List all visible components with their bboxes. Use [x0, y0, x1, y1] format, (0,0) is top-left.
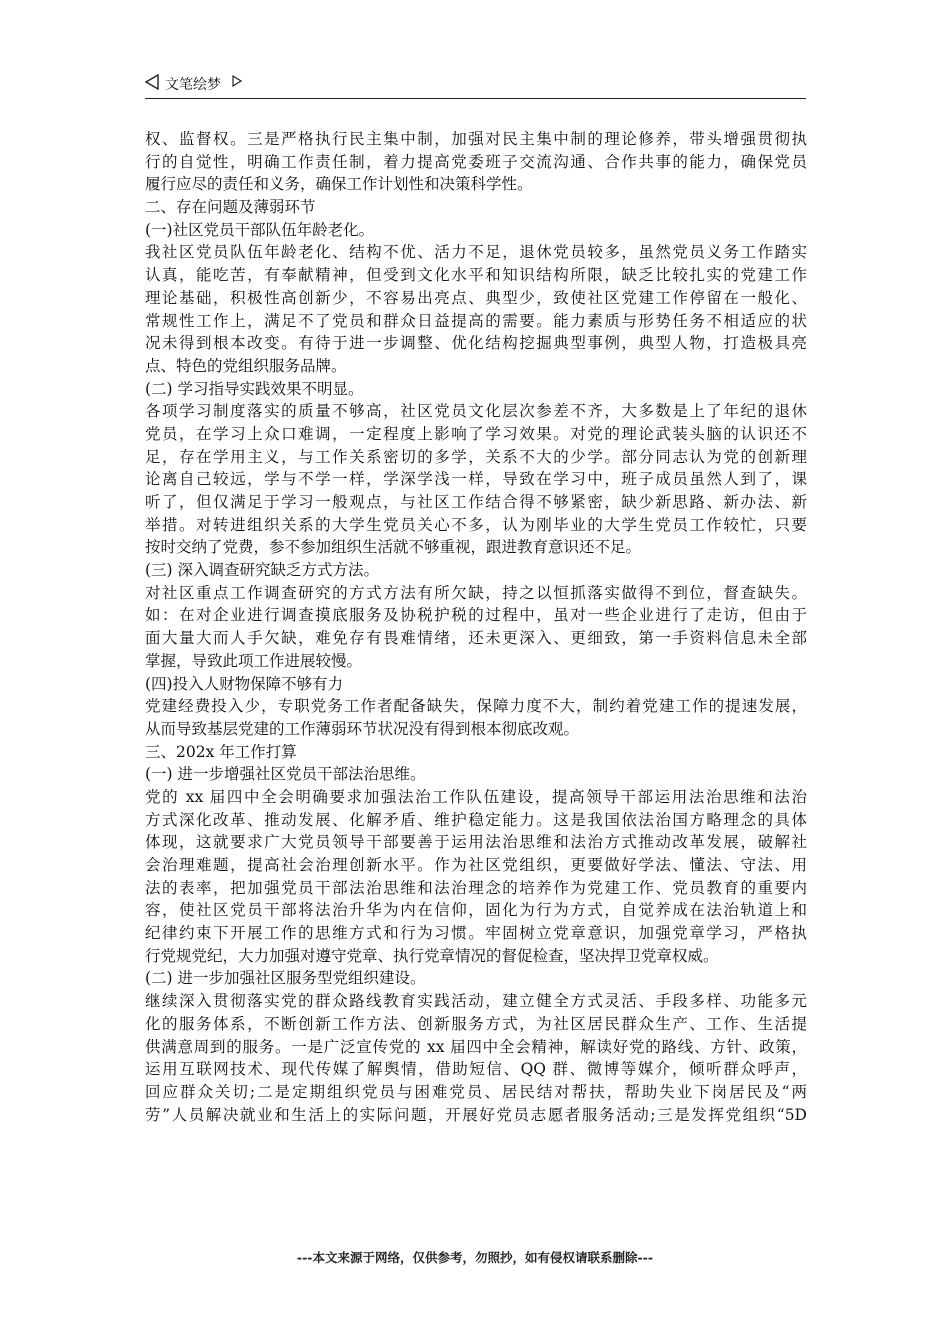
body-line: 论离自己较远，学与不学一样，学深学浅一样，导致在学习中，班子成员虽然人到了，课	[145, 470, 807, 489]
body-line: 认真，能吃苦，有奉献精神，但受到文化水平和知识结构所限，缺乏比较扎实的党建工作	[145, 266, 807, 285]
body-line: 况未得到根本改变。有待于进一步调整、优化结构挖掘典型事例，典型人物，打造极具亮	[145, 334, 807, 353]
body-line: 方式深化改革、推动发展、化解矛盾、维护稳定能力。这是我国依法治国方略理念的具体	[145, 810, 807, 829]
body-line: 继续深入贯彻落实党的群众路线教育实践活动，建立健全方式灵活、手段多样、功能多元	[145, 992, 807, 1011]
body-line: 会治理难题，提高社会治理创新水平。作为社区党组织，更要做好学法、懂法、守法、用	[145, 856, 807, 874]
body-line: 劳”人员解决就业和生活上的实际问题，开展好党员志愿者服务活动;三是发挥党组织“5D	[145, 1105, 807, 1124]
body-line: 举措。对转进组织关系的大学生党员关心不多，认为刚毕业的大学生党员工作较忙，只要	[145, 515, 807, 534]
body-line: (二) 学习指导实践效果不明显。	[145, 379, 364, 398]
body-line: 听了，但仅满足于学习一般观点，与社区工作结合得不够紧密，缺少新思路、新办法、新	[145, 493, 807, 511]
body-line: 如：在对企业进行调查摸底服务及协税护税的过程中，虽对一些企业进行了走访，但由于	[145, 606, 807, 625]
body-line: 我社区党员队伍年龄老化、结构不优、活力不足，退休党员较多，虽然党员义务工作踏实	[145, 243, 807, 262]
body-line: 运用互联网技术、现代传媒了解舆情，借助短信、QQ 群、微博等媒介，倾听群众呼声，	[145, 1060, 807, 1079]
body-line: (四)投入人财物保障不够有力	[145, 674, 344, 693]
body-line: (一)社区党员干部队伍年龄老化。	[145, 220, 375, 239]
body-line: 供满意周到的服务。一是广泛宣传党的 xx 届四中全会精神，解读好党的路线、方针、政策，	[145, 1037, 807, 1056]
body-line: 权、监督权。三是严格执行民主集中制，加强对民主集中制的理论修养，带头增强贯彻执	[145, 130, 807, 148]
brand-name: 文笔绘梦	[165, 77, 221, 93]
body-line: 掌握，导致此项工作进展较慢。	[145, 651, 363, 670]
body-line: (三) 深入调查研究缺乏方式方法。	[145, 561, 380, 580]
body-line: 理论基础，积极性高创新少，不容易出亮点、典型少，致使社区党建工作停留在一般化、	[145, 288, 807, 307]
body-line: 法的表率，把加强党员干部法治思维和法治理念的培养作为党建工作、党员教育的重要内	[145, 878, 807, 897]
body-line: 容，使社区党员干部将法治升华为内在信仰，固化为行为方式，自觉养成在法治轨道上和	[145, 901, 807, 920]
body-line: 回应群众关切;二是定期组织党员与困难党员、居民结对帮扶，帮助失业下岗居民及“两	[145, 1082, 807, 1101]
body-line: 按时交纳了党费，参不参加组织生活就不够重视，跟进教育意识还不足。	[145, 538, 642, 557]
triangle-left-icon	[145, 74, 159, 94]
body-line: 从而导致基层党建的工作薄弱环节状况没有得到根本彻底改观。	[145, 719, 580, 738]
body-line: 对社区重点工作调查研究的方式方法有所欠缺，持之以恒抓落实做得不到位，督查缺失。	[145, 583, 807, 602]
body-line: 履行应尽的责任和义务，确保工作计划性和决策科学性。	[145, 175, 533, 194]
body-line: 行党规党纪，大力加强对遵守党章、执行党章情况的督促检查，坚决捍卫党章权威。	[145, 946, 719, 965]
body-line: 党的 xx 届四中全会明确要求加强法治工作队伍建设，提高领导干部运用法治思维和法治	[145, 787, 807, 806]
body-line: 三、202x 年工作打算	[145, 742, 297, 761]
body-line: 面大量大而人手欠缺，难免存有畏难情绪，还未更深入、更细致，第一手资料信息未全部	[145, 629, 807, 648]
body-line: (一) 进一步增强社区党员干部法治思维。	[145, 765, 426, 784]
body-line: 党员，在学习上众口难调，一定程度上影响了学习效果。对党的理论武装头脑的认识还不	[145, 424, 807, 443]
body-line: 行的自觉性，明确工作责任制，着力提高党委班子交流沟通、合作共事的能力，确保党员	[145, 152, 807, 171]
document-body	[145, 128, 807, 1126]
triangle-right-icon	[232, 75, 242, 91]
body-line: 二、存在问题及薄弱环节	[145, 198, 316, 217]
body-line: 常规性工作上，满足不了党员和群众日益提高的需要。能力素质与形势任务不相适应的状	[145, 311, 807, 330]
page-header	[145, 72, 806, 99]
body-line: 足，存在学用主义，与工作关系密切的多学，关系不大的少学。部分同志认为党的创新理	[145, 447, 807, 466]
body-line: 化的服务体系，不断创新工作方法、创新服务方式，为社区居民群众生产、工作、生活提	[145, 1014, 807, 1033]
footer-notice: ---本文来源于网络，仅供参考，勿照抄，如有侵权请联系删除---	[296, 1250, 654, 1265]
body-line: 各项学习制度落实的质量不够高，社区党员文化层次参差不齐，大多数是上了年纪的退休	[145, 402, 807, 421]
body-line: 体现，这就要求广大党员领导干部要善于运用法治思维和法治方式推动改革发展，破解社	[145, 833, 807, 852]
body-line: 党建经费投入少，专职党务工作者配备缺失，保障力度不大，制约着党建工作的提速发展，	[145, 697, 807, 716]
body-line: 纪律约束下开展工作的思维方式和行为习惯。牢固树立党章意识，加强党章学习，严格执	[145, 924, 807, 943]
body-line: (二) 进一步加强社区服务型党组织建设。	[145, 969, 426, 988]
body-line: 点、特色的党组织服务品牌。	[145, 356, 347, 375]
